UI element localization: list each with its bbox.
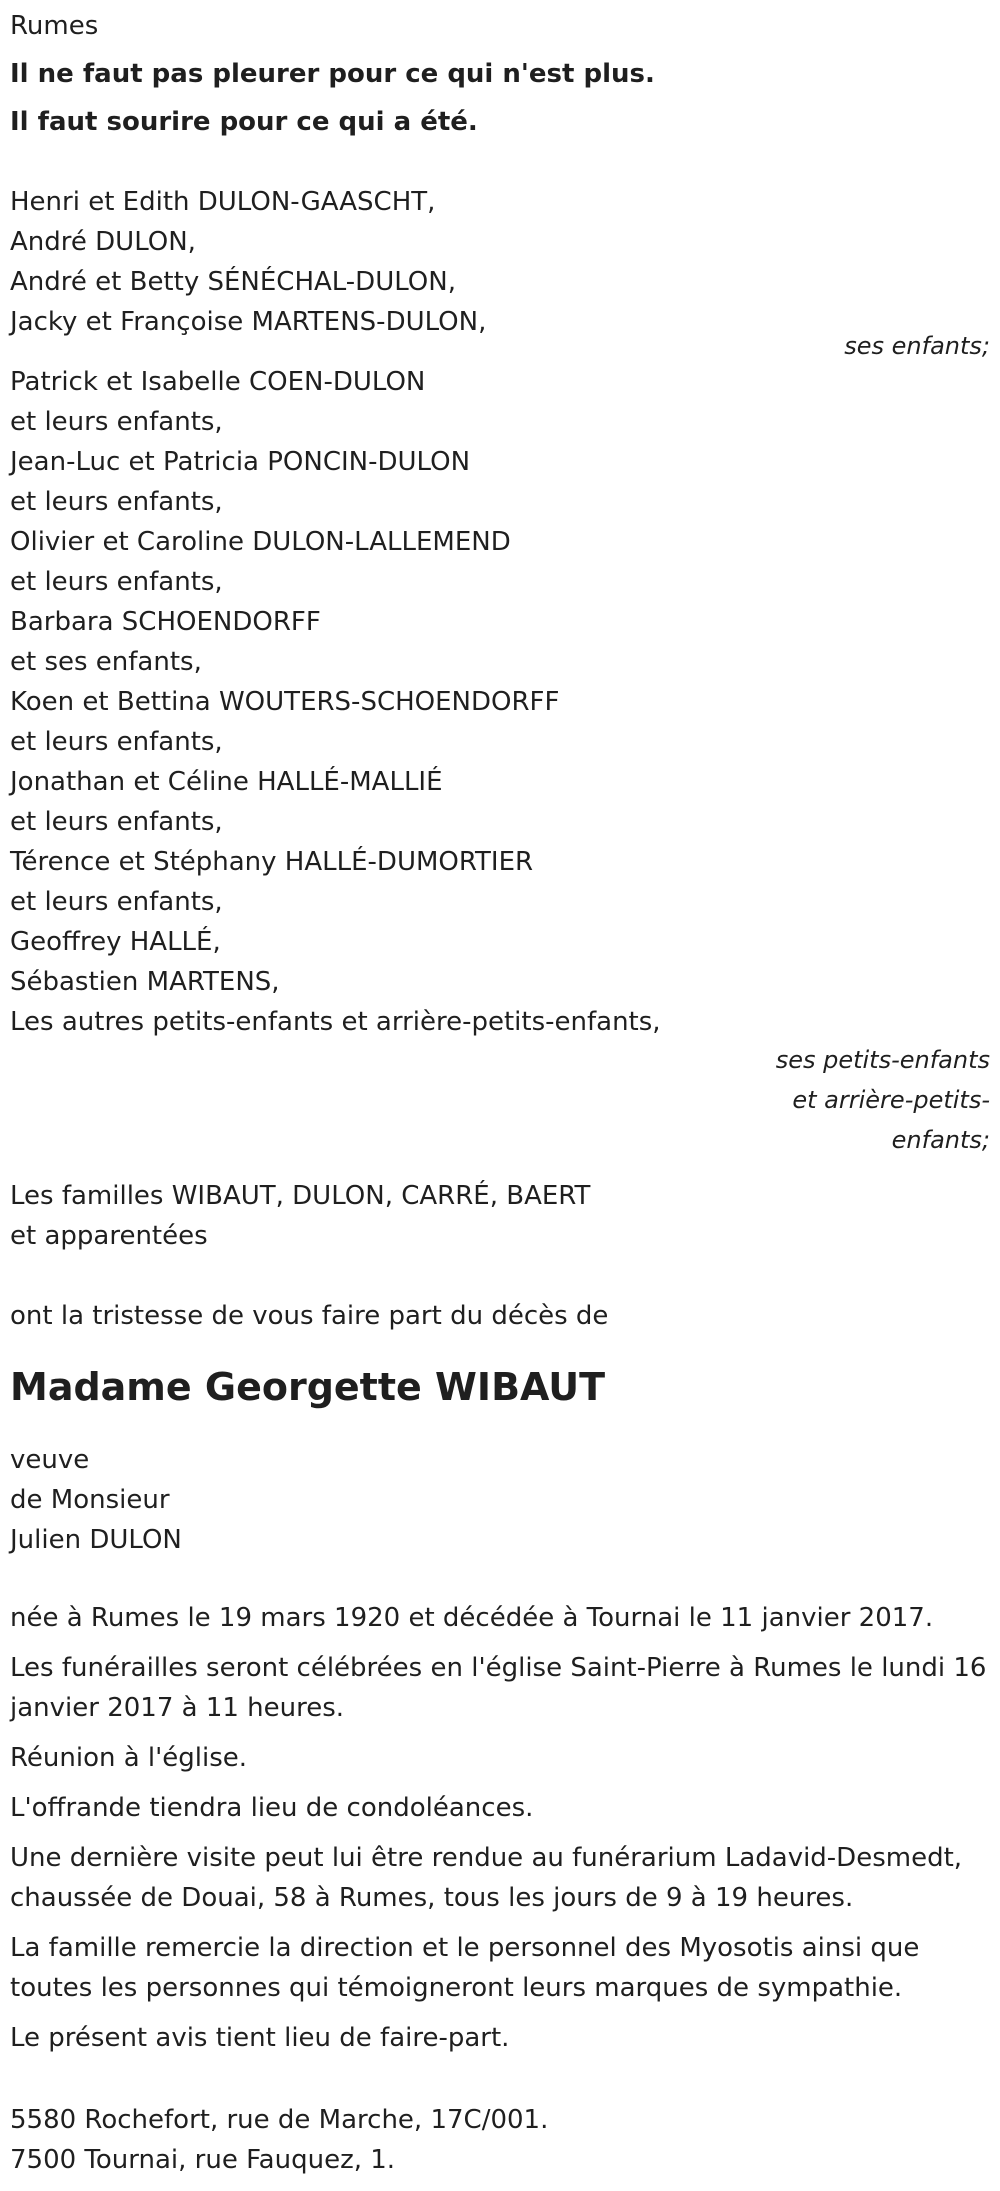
family-member: Térence et Stéphany HALLÉ-DUMORTIER (10, 847, 534, 877)
family-member: André et Betty SÉNÉCHAL-DULON, (10, 267, 456, 297)
widow-of-line: veuve (10, 1445, 90, 1475)
family-member: Jean-Luc et Patricia PONCIN-DULON (10, 447, 471, 477)
notice-info: Le présent avis tient lieu de faire-part. (10, 2023, 510, 2053)
family-member: Patrick et Isabelle COEN-DULON (10, 367, 426, 397)
death-notice (10, 0, 990, 2180)
quote-line: Il ne faut pas pleurer pour ce qui n'est plus. (10, 59, 655, 89)
grandchildren-label-line: ses petits-enfants (775, 1046, 990, 1074)
family-member: et leurs enfants, (10, 487, 223, 517)
widow-of-line: Julien DULON (10, 1525, 182, 1555)
family-member: André DULON, (10, 227, 196, 257)
address-line: 5580 Rochefort, rue de Marche, 17C/001. (10, 2105, 549, 2135)
deceased-name: Madame Georgette WIBAUT (10, 1365, 606, 1409)
addresses (10, 2100, 990, 2180)
place-header: Rumes (10, 11, 99, 41)
grandchildren-list (10, 362, 990, 1042)
family-member: Barbara SCHOENDORFF (10, 607, 321, 637)
family-member: Geoffrey HALLÉ, (10, 927, 221, 957)
family-member: et ses enfants, (10, 647, 202, 677)
grandchildren-label (10, 1040, 990, 1160)
announcement: ont la tristesse de vous faire part du décès de (10, 1301, 609, 1331)
family-member: Jacky et Françoise MARTENS-DULON, (10, 307, 487, 337)
family-member: Les autres petits-enfants et arrière-petits-enfants, (10, 1007, 661, 1037)
offering-info: L'offrande tiendra lieu de condoléances. (10, 1793, 534, 1823)
family-member: Olivier et Caroline DULON-LALLEMEND (10, 527, 511, 557)
details (10, 1598, 990, 2058)
family-member: et leurs enfants, (10, 407, 223, 437)
families-block (10, 1176, 990, 1256)
birth-death-line: née à Rumes le 19 mars 1920 et décédée à Tournai le 11 janvier 2017. (10, 1603, 934, 1633)
children-list (10, 182, 990, 342)
widow-of (10, 1440, 990, 1560)
thanks-info: La famille remercie la direction et le personnel des Myosotis ainsi que toutes les personnes qui témoigneront leurs marques de sympathie. (10, 1933, 920, 2003)
grandchildren-label-line: enfants; (891, 1126, 990, 1154)
family-member: et leurs enfants, (10, 727, 223, 757)
funeral-info: Les funérailles seront célébrées en l'église Saint-Pierre à Rumes le lundi 16 janvier 2017 à 11 heures. (10, 1653, 987, 1723)
families-line: et apparentées (10, 1221, 208, 1251)
family-member: Koen et Bettina WOUTERS-SCHOENDORFF (10, 687, 560, 717)
family-member: et leurs enfants, (10, 887, 223, 917)
address-line: 7500 Tournai, rue Fauquez, 1. (10, 2145, 396, 2175)
family-member: Sébastien MARTENS, (10, 967, 280, 997)
family-member: Henri et Edith DULON-GAASCHT, (10, 187, 436, 217)
visit-info: Une dernière visite peut lui être rendue au funérarium Ladavid-Desmedt, chaussée de Douai, 58 à Rumes, tous les jours de 9 à 19 heures. (10, 1843, 963, 1913)
family-member: Jonathan et Céline HALLÉ-MALLIÉ (10, 767, 443, 797)
family-member: et leurs enfants, (10, 807, 223, 837)
meeting-info: Réunion à l'église. (10, 1743, 248, 1773)
quote-line: Il faut sourire pour ce qui a été. (10, 107, 478, 137)
widow-of-line: de Monsieur (10, 1485, 170, 1515)
family-member: et leurs enfants, (10, 567, 223, 597)
families-line: Les familles WIBAUT, DULON, CARRÉ, BAERT (10, 1181, 591, 1211)
grandchildren-label-line: et arrière-petits- (792, 1086, 990, 1114)
children-label: ses enfants; (844, 332, 990, 360)
